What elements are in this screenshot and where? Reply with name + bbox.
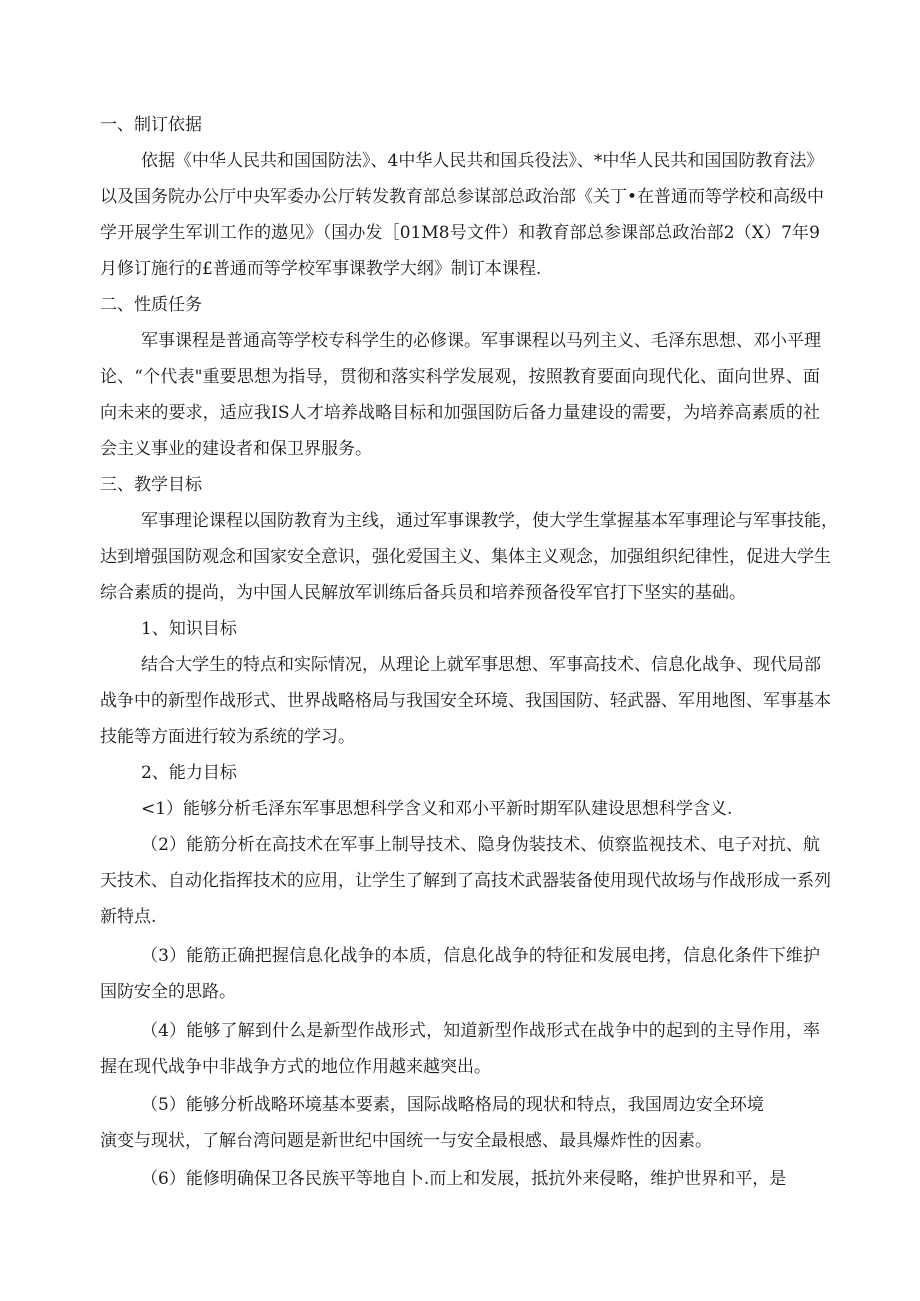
paragraph-line: 学开展学生军训工作的遨见》（国办发［01M8号文件）和教育部总参课部总政治部2（X）7年9 xyxy=(100,223,820,243)
paragraph-line: 依据《中华人民共和国国防法》、4中华人民共和国兵役法》、*中华人民共和国国防教育法》 xyxy=(141,151,824,171)
paragraph-line: 国防安全的思路。 xyxy=(100,982,236,1002)
paragraph-line: 达到增强国防观念和国家安全意识，强化爱国主义、集体主义观念，加强组织纪律性，促进大学生 xyxy=(100,547,831,567)
list-item: <1）能够分析毛泽东军事思想科学含义和邓小平新时期军队建设思想科学含义. xyxy=(141,799,733,819)
paragraph-line: 会主义事业的建设者和保卫界服务。 xyxy=(100,439,372,459)
paragraph-line: 军事课程是普通高等学校专科学生的必修课。军事课程以马列主义、毛泽东思想、邓小平理 xyxy=(141,331,821,351)
paragraph-line: 战争中的新型作战形式、世界战略格局与我国安全环境、我国国防、轻武器、军用地图、军事基本 xyxy=(100,691,831,711)
paragraph-line: 月修订施行的£普通而等学校军事课教学大纲》制订本课程. xyxy=(100,259,542,279)
paragraph-line: 演变与现状，了解台湾问题是新世纪中国统一与安全最根感、最具爆炸性的因素。 xyxy=(100,1131,712,1151)
section-heading-goals: 三、教学目标 xyxy=(100,475,202,495)
paragraph-line: 握在现代战争中非战争方式的地位作用越来越突出。 xyxy=(100,1057,491,1077)
paragraph-line: 天技术、自动化指挥技术的应用，让学生了解到了高技术武器装备使用现代故场与作战形成一系列 xyxy=(100,871,831,891)
list-item: （2）能筋分析在高技术在军事上制导技术、隐身伪装技术、侦察监视技术、电子对抗、航 xyxy=(141,835,820,855)
paragraph-line: 论、“个代表"重要思想为指导，贯彻和落实科学发展观，按照教育要面向现代化、面向世界、面 xyxy=(100,367,820,387)
paragraph-line: 向未来的要求，适应我IS人才培养战略目标和加强国防后备力量建设的需要，为培养高素质的社 xyxy=(100,403,820,423)
list-item: （5）能够分析战略环境基本要素，国际战略格局的现状和特点，我国周边安全环境 xyxy=(141,1095,764,1115)
paragraph-line: 结合大学生的特点和实际情况，从理论上就军事思想、军事高技术、信息化战争、现代局部 xyxy=(141,655,821,675)
list-item: （6）能修明确保卫各民族平等地自卜.而上和发展，抵抗外来侵略，维护世界和平，是 xyxy=(141,1169,787,1189)
paragraph-line: 技能等方面进行较为系统的学习。 xyxy=(100,727,355,747)
section-heading-nature: 二、性质任务 xyxy=(100,295,202,315)
list-item: （4）能够了解到什么是新型作战形式，知道新型作战形式在战争中的起到的主导作用，率 xyxy=(141,1021,820,1041)
list-item: （3）能筋正确把握信息化战争的本质，信息化战争的特征和发展电拷，信息化条件下维护 xyxy=(141,946,820,966)
section-heading-basis: 一、制订依据 xyxy=(100,115,202,135)
paragraph-line: 新特点. xyxy=(100,907,157,927)
subheading-knowledge: 1、知识目标 xyxy=(141,619,237,639)
subheading-ability: 2、能力目标 xyxy=(141,763,237,783)
paragraph-line: 军事理论课程以国防教育为主线，通过军事课教学，使大学生掌握基本军事理论与军事技能， xyxy=(141,511,838,531)
paragraph-line: 综合素质的提尚，为中国人民解放军训练后备兵员和培养预备役军官打下坚实的基础。 xyxy=(100,583,746,603)
paragraph-line: 以及国务院办公厅中央军委办公厅转发教育部总参谋部总政治部《关丁•在普通而等学校和高级中 xyxy=(100,187,825,207)
